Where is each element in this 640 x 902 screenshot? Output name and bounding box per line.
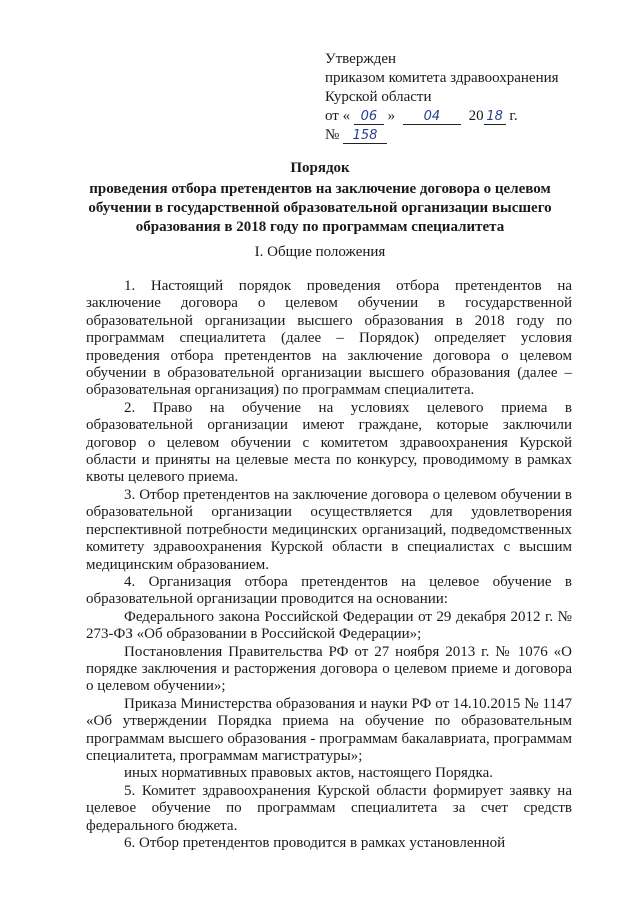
paragraph-4-law-1: Федерального закона Российской Федерации от 29 декабря 2012 г. № 273-ФЗ «Об образовании в Российской Федерации»; (86, 608, 572, 643)
paragraph-3: 3. Отбор претендентов на заключение договора о целевом обучении в образовательной организации осуществляется для удовлетворения перспективной потребности медицинских организаций, подведомственных комитету здравоохранения Курской области в специалистах с высшим медицинским образованием. (86, 486, 572, 573)
approval-order-line: приказом комитета здравоохранения (325, 70, 559, 86)
approval-region-line: Курской области (325, 89, 432, 105)
document-title (60, 159, 580, 237)
year-prefix: 20 (468, 108, 484, 124)
title-line-3: образования в 2018 году по программам специалитета (135, 219, 505, 235)
date-day: 06 (354, 110, 384, 125)
title-line-1: проведения отбора претендентов на заключение договора о целевом (89, 181, 551, 197)
date-mid: » (387, 108, 396, 124)
title-line-2: обучении в государственной образовательной организации высшего (88, 200, 552, 216)
order-number: 158 (343, 129, 387, 144)
paragraph-1: 1. Настоящий порядок проведения отбора претендентов на заключение договора о целевом обучении в государственной образовательной организации высшего образования в 2018 году по программам специалитета (далее – Порядок) определяет условия проведения отбора претендентов на заключение договора о целевом обучении в образовательной организации высшего образования (далее – образовательная организация) по программам специалитета. (86, 278, 572, 399)
title-heading: Порядок (290, 160, 350, 176)
approval-block (325, 50, 559, 145)
paragraph-4-law-2: Постановления Правительства РФ от 27 ноября 2013 г. № 1076 «О порядке заключения и расторжения договора о целевом приеме и договора о целевом обучении»; (86, 643, 572, 695)
approval-label: Утвержден (325, 51, 397, 67)
date-month: 04 (403, 110, 461, 125)
approval-number-line (325, 126, 559, 145)
paragraph-2: 2. Право на обучение на условиях целевого приема в образовательной организации имеют граждане, которые заключили договор о целевом обучении с комитетом здравоохранения Курской области и приняты на целевые места по конкурсу, проводимому в рамках квоты целевого приема. (86, 399, 572, 486)
date-year: 18 (484, 110, 506, 125)
number-prefix: № (325, 127, 340, 143)
document-body (86, 278, 572, 852)
year-suffix: г. (509, 108, 518, 124)
approval-date-line (325, 107, 559, 126)
paragraph-4: 4. Организация отбора претендентов на целевое обучение в образовательной организации проводится на основании: (86, 573, 572, 608)
section-heading: I. Общие положения (254, 244, 386, 260)
paragraph-5: 5. Комитет здравоохранения Курской области формирует заявку на целевое обучение по программам специалитета за счет средств федерального бюджета. (86, 782, 572, 834)
paragraph-4-law-3: Приказа Министерства образования и науки РФ от 14.10.2015 № 1147 «Об утверждении Порядка приема на обучение по образовательным программам высшего образования - программам бакалавриата, программам специалитета, программам магистратуры»; (86, 695, 572, 764)
paragraph-4-law-4: иных нормативных правовых актов, настоящего Порядка. (124, 765, 494, 782)
date-prefix: от « (325, 108, 351, 124)
paragraph-6: 6. Отбор претендентов проводится в рамках установленной (124, 835, 506, 851)
